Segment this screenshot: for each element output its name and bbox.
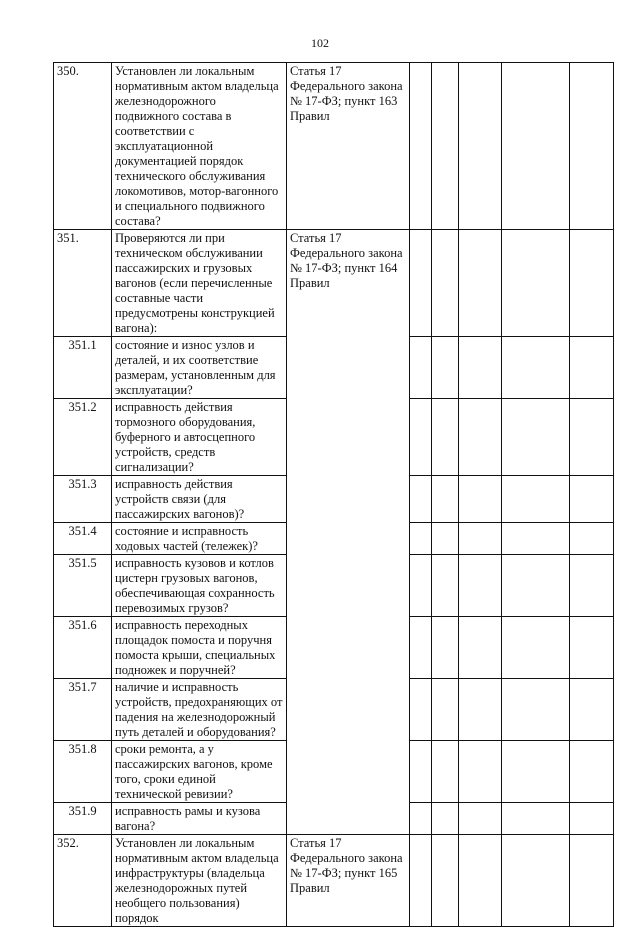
page-number: 102 — [311, 36, 329, 50]
checklist-table — [53, 62, 614, 927]
question-cell: исправность переходных площадок помоста и поручня помоста крыши, специальных подножек и поручней? — [112, 617, 287, 679]
answer-cell-no[interactable] — [432, 835, 459, 927]
notes-cell[interactable] — [570, 679, 614, 741]
notes-cell[interactable] — [570, 555, 614, 617]
answer-cell-no[interactable] — [432, 803, 459, 835]
question-cell: исправность действия устройств связи (для пассажирских вагонов)? — [112, 476, 287, 523]
reason-cell[interactable] — [502, 399, 570, 476]
reason-cell[interactable] — [502, 617, 570, 679]
reason-cell[interactable] — [502, 476, 570, 523]
answer-cell-na[interactable] — [459, 337, 502, 399]
notes-cell[interactable] — [570, 337, 614, 399]
notes-cell[interactable] — [570, 803, 614, 835]
row-number: 351.3 — [54, 476, 112, 523]
answer-cell-no[interactable] — [432, 230, 459, 337]
answer-cell-no[interactable] — [432, 399, 459, 476]
question-cell: исправность рамы и кузова вагона? — [112, 803, 287, 835]
legal-reference-cell: Статья 17 Федерального закона № 17-ФЗ; пункт 164 Правил — [287, 230, 410, 835]
reason-cell[interactable] — [502, 555, 570, 617]
answer-cell-no[interactable] — [432, 337, 459, 399]
answer-cell-na[interactable] — [459, 617, 502, 679]
notes-cell[interactable] — [570, 523, 614, 555]
answer-cell-no[interactable] — [432, 63, 459, 230]
answer-cell-yes[interactable] — [410, 617, 432, 679]
row-number: 351.5 — [54, 555, 112, 617]
question-cell: состояние и износ узлов и деталей, и их соответствие размерам, установленным для эксплуатации? — [112, 337, 287, 399]
table-row — [54, 230, 614, 337]
answer-cell-no[interactable] — [432, 523, 459, 555]
answer-cell-na[interactable] — [459, 835, 502, 927]
answer-cell-na[interactable] — [459, 523, 502, 555]
row-number: 351.8 — [54, 741, 112, 803]
notes-cell[interactable] — [570, 835, 614, 927]
answer-cell-na[interactable] — [459, 230, 502, 337]
question-cell: исправность действия тормозного оборудования, буферного и автосцепного устройств, средств сигнализации? — [112, 399, 287, 476]
table-row — [54, 63, 614, 230]
answer-cell-na[interactable] — [459, 63, 502, 230]
answer-cell-na[interactable] — [459, 399, 502, 476]
reason-cell[interactable] — [502, 741, 570, 803]
answer-cell-na[interactable] — [459, 555, 502, 617]
question-cell: сроки ремонта, а у пассажирских вагонов, кроме того, сроки единой технической ревизии? — [112, 741, 287, 803]
answer-cell-yes[interactable] — [410, 835, 432, 927]
answer-cell-na[interactable] — [459, 476, 502, 523]
row-number: 351.6 — [54, 617, 112, 679]
question-cell: Проверяются ли при техническом обслуживании пассажирских и грузовых вагонов (если перечисленные составные части предусмотрены конструкцией вагона): — [112, 230, 287, 337]
answer-cell-yes[interactable] — [410, 679, 432, 741]
answer-cell-yes[interactable] — [410, 230, 432, 337]
row-number: 351.9 — [54, 803, 112, 835]
row-number: 351.2 — [54, 399, 112, 476]
answer-cell-yes[interactable] — [410, 523, 432, 555]
row-number: 351. — [54, 230, 112, 337]
row-number: 351.4 — [54, 523, 112, 555]
answer-cell-na[interactable] — [459, 741, 502, 803]
reason-cell[interactable] — [502, 679, 570, 741]
answer-cell-no[interactable] — [432, 617, 459, 679]
reason-cell[interactable] — [502, 523, 570, 555]
question-cell: исправность кузовов и котлов цистерн грузовых вагонов, обеспечивающая сохранность перевозимых грузов? — [112, 555, 287, 617]
answer-cell-yes[interactable] — [410, 476, 432, 523]
row-number: 351.7 — [54, 679, 112, 741]
question-cell: Установлен ли локальным нормативным актом владельца железнодорожного подвижного состава в соответствии с эксплуатационной документацией порядок технического обслуживания локомотивов, мотор-вагонного и специального подвижного состава? — [112, 63, 287, 230]
notes-cell[interactable] — [570, 617, 614, 679]
reason-cell[interactable] — [502, 230, 570, 337]
answer-cell-yes[interactable] — [410, 741, 432, 803]
notes-cell[interactable] — [570, 399, 614, 476]
notes-cell[interactable] — [570, 741, 614, 803]
row-number: 351.1 — [54, 337, 112, 399]
legal-reference-cell: Статья 17 Федерального закона № 17-ФЗ; пункт 163 Правил — [287, 63, 410, 230]
question-cell: Установлен ли локальным нормативным актом владельца инфраструктуры (владельца железнодорожных путей необщего пользования) порядок — [112, 835, 287, 927]
answer-cell-no[interactable] — [432, 476, 459, 523]
reason-cell[interactable] — [502, 835, 570, 927]
answer-cell-na[interactable] — [459, 679, 502, 741]
notes-cell[interactable] — [570, 63, 614, 230]
reason-cell[interactable] — [502, 803, 570, 835]
answer-cell-yes[interactable] — [410, 399, 432, 476]
legal-reference-cell: Статья 17 Федерального закона № 17-ФЗ; пункт 165 Правил — [287, 835, 410, 927]
answer-cell-no[interactable] — [432, 679, 459, 741]
answer-cell-yes[interactable] — [410, 63, 432, 230]
answer-cell-yes[interactable] — [410, 555, 432, 617]
question-cell: состояние и исправность ходовых частей (тележек)? — [112, 523, 287, 555]
answer-cell-no[interactable] — [432, 555, 459, 617]
notes-cell[interactable] — [570, 230, 614, 337]
reason-cell[interactable] — [502, 63, 570, 230]
answer-cell-yes[interactable] — [410, 803, 432, 835]
answer-cell-yes[interactable] — [410, 337, 432, 399]
row-number: 352. — [54, 835, 112, 927]
answer-cell-na[interactable] — [459, 803, 502, 835]
notes-cell[interactable] — [570, 476, 614, 523]
question-cell: наличие и исправность устройств, предохраняющих от падения на железнодорожный путь деталей и оборудования? — [112, 679, 287, 741]
table-row — [54, 835, 614, 927]
reason-cell[interactable] — [502, 337, 570, 399]
row-number: 350. — [54, 63, 112, 230]
answer-cell-no[interactable] — [432, 741, 459, 803]
